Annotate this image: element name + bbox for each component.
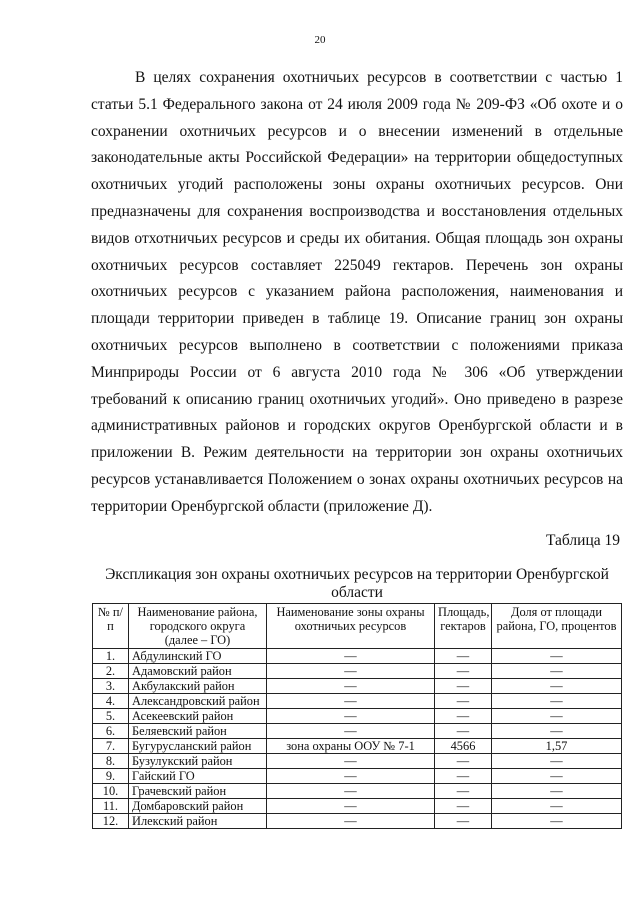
cell-area: — — [435, 799, 492, 814]
table-body — [93, 649, 622, 829]
table-row — [93, 709, 622, 724]
cell-zone: — — [267, 799, 435, 814]
cell-num: 12. — [93, 814, 129, 829]
cell-share: — — [492, 664, 622, 679]
paragraph: В целях сохранения охотничьих ресурсов в соответствии с частью 1 статьи 5.1 Федерального закона от 24 июля 2009 года № 209-ФЗ «Об охоте и о сохранении охотничьих ресурсов и о внесении изменений в отдельные законодательные акты Российской Федерации» на территории общедоступных охотничьих угодий расположены зоны охраны охотничьих ресурсов. Они предназначены для сохранения воспроизводства и восстановления отдельных видов отхотничьих ресурсов и среды их обитания. Общая площадь зон охраны охотничьих ресурсов составляет 225049 гектаров. Перечень зон охраны охотничьих ресурсов с указанием района расположения, наименования и площади территории приведен в таблице 19. Описание границ зон охраны охотничьих ресурсов выполнено в соответствии с положениями приказа Минприроды России от 6 августа 2010 года № 306 «Об утверждении требований к описанию границ охотничьих угодий». Оно приведено в разрезе административных районов и городских округов Оренбургской области и в приложении В. Режим деятельности на территории зон охраны охотничьих ресурсов устанавливается Положением о зонах охраны охотничьих ресурсов на территории Оренбургской области (приложение Д). — [91, 69, 623, 515]
cell-share: — — [492, 799, 622, 814]
cell-share: — — [492, 679, 622, 694]
cell-district: Асекеевский район — [129, 709, 267, 724]
cell-district: Бузулукский район — [129, 754, 267, 769]
cell-area: — — [435, 754, 492, 769]
table-caption: Экспликация зон охраны охотничьих ресурсов на территории Оренбургской области — [105, 566, 609, 601]
cell-share: — — [492, 814, 622, 829]
table-row — [93, 724, 622, 739]
cell-area: — — [435, 694, 492, 709]
cell-area: — — [435, 709, 492, 724]
cell-zone: — — [267, 649, 435, 664]
table-row — [93, 649, 622, 664]
cell-area: — — [435, 724, 492, 739]
header-area: Площадь, гектаров — [435, 604, 492, 649]
table-row — [93, 694, 622, 709]
cell-share: — — [492, 784, 622, 799]
explication-table — [92, 603, 622, 829]
cell-zone: — — [267, 754, 435, 769]
cell-zone: — — [267, 694, 435, 709]
cell-share: — — [492, 769, 622, 784]
cell-area: — — [435, 769, 492, 784]
cell-num: 3. — [93, 679, 129, 694]
cell-area: 4566 — [435, 739, 492, 754]
cell-num: 2. — [93, 664, 129, 679]
header-share: Доля от площади района, ГО, процентов — [492, 604, 622, 649]
cell-zone: — — [267, 724, 435, 739]
table-row — [93, 769, 622, 784]
cell-district: Илекский район — [129, 814, 267, 829]
cell-num: 10. — [93, 784, 129, 799]
cell-area: — — [435, 814, 492, 829]
cell-share: — — [492, 649, 622, 664]
cell-district: Грачевский район — [129, 784, 267, 799]
cell-district: Абдулинский ГО — [129, 649, 267, 664]
cell-zone: — — [267, 814, 435, 829]
table-row — [93, 799, 622, 814]
cell-share: — — [492, 724, 622, 739]
cell-zone: — — [267, 679, 435, 694]
table-row — [93, 739, 622, 754]
cell-district: Домбаровский район — [129, 799, 267, 814]
cell-num: 1. — [93, 649, 129, 664]
cell-area: — — [435, 784, 492, 799]
cell-area: — — [435, 664, 492, 679]
body-text — [91, 65, 623, 521]
cell-num: 7. — [93, 739, 129, 754]
table-row — [93, 814, 622, 829]
cell-district: Александровский район — [129, 694, 267, 709]
cell-num: 11. — [93, 799, 129, 814]
table-header-row — [93, 604, 622, 649]
cell-share: — — [492, 754, 622, 769]
cell-district: Гайский ГО — [129, 769, 267, 784]
cell-share: — — [492, 709, 622, 724]
header-num: № п/п — [93, 604, 129, 649]
cell-zone: — — [267, 709, 435, 724]
table-row — [93, 679, 622, 694]
cell-area: — — [435, 649, 492, 664]
cell-share: 1,57 — [492, 739, 622, 754]
table-label: Таблица 19 — [545, 532, 620, 549]
cell-zone: — — [267, 784, 435, 799]
cell-num: 9. — [93, 769, 129, 784]
page-number: 20 — [314, 34, 326, 46]
cell-district: Беляевский район — [129, 724, 267, 739]
cell-num: 8. — [93, 754, 129, 769]
cell-share: — — [492, 694, 622, 709]
table-row — [93, 664, 622, 679]
table-row — [93, 784, 622, 799]
cell-zone: — — [267, 664, 435, 679]
header-district: Наименование района, городского округа (далее – ГО) — [129, 604, 267, 649]
cell-district: Адамовский район — [129, 664, 267, 679]
cell-num: 4. — [93, 694, 129, 709]
cell-zone: зона охраны ООУ № 7-1 — [267, 739, 435, 754]
cell-num: 5. — [93, 709, 129, 724]
cell-num: 6. — [93, 724, 129, 739]
cell-district: Акбулакский район — [129, 679, 267, 694]
table-row — [93, 754, 622, 769]
cell-zone: — — [267, 769, 435, 784]
cell-district: Бугурусланский район — [129, 739, 267, 754]
cell-area: — — [435, 679, 492, 694]
header-zone: Наименование зоны охраны охотничьих ресурсов — [267, 604, 435, 649]
